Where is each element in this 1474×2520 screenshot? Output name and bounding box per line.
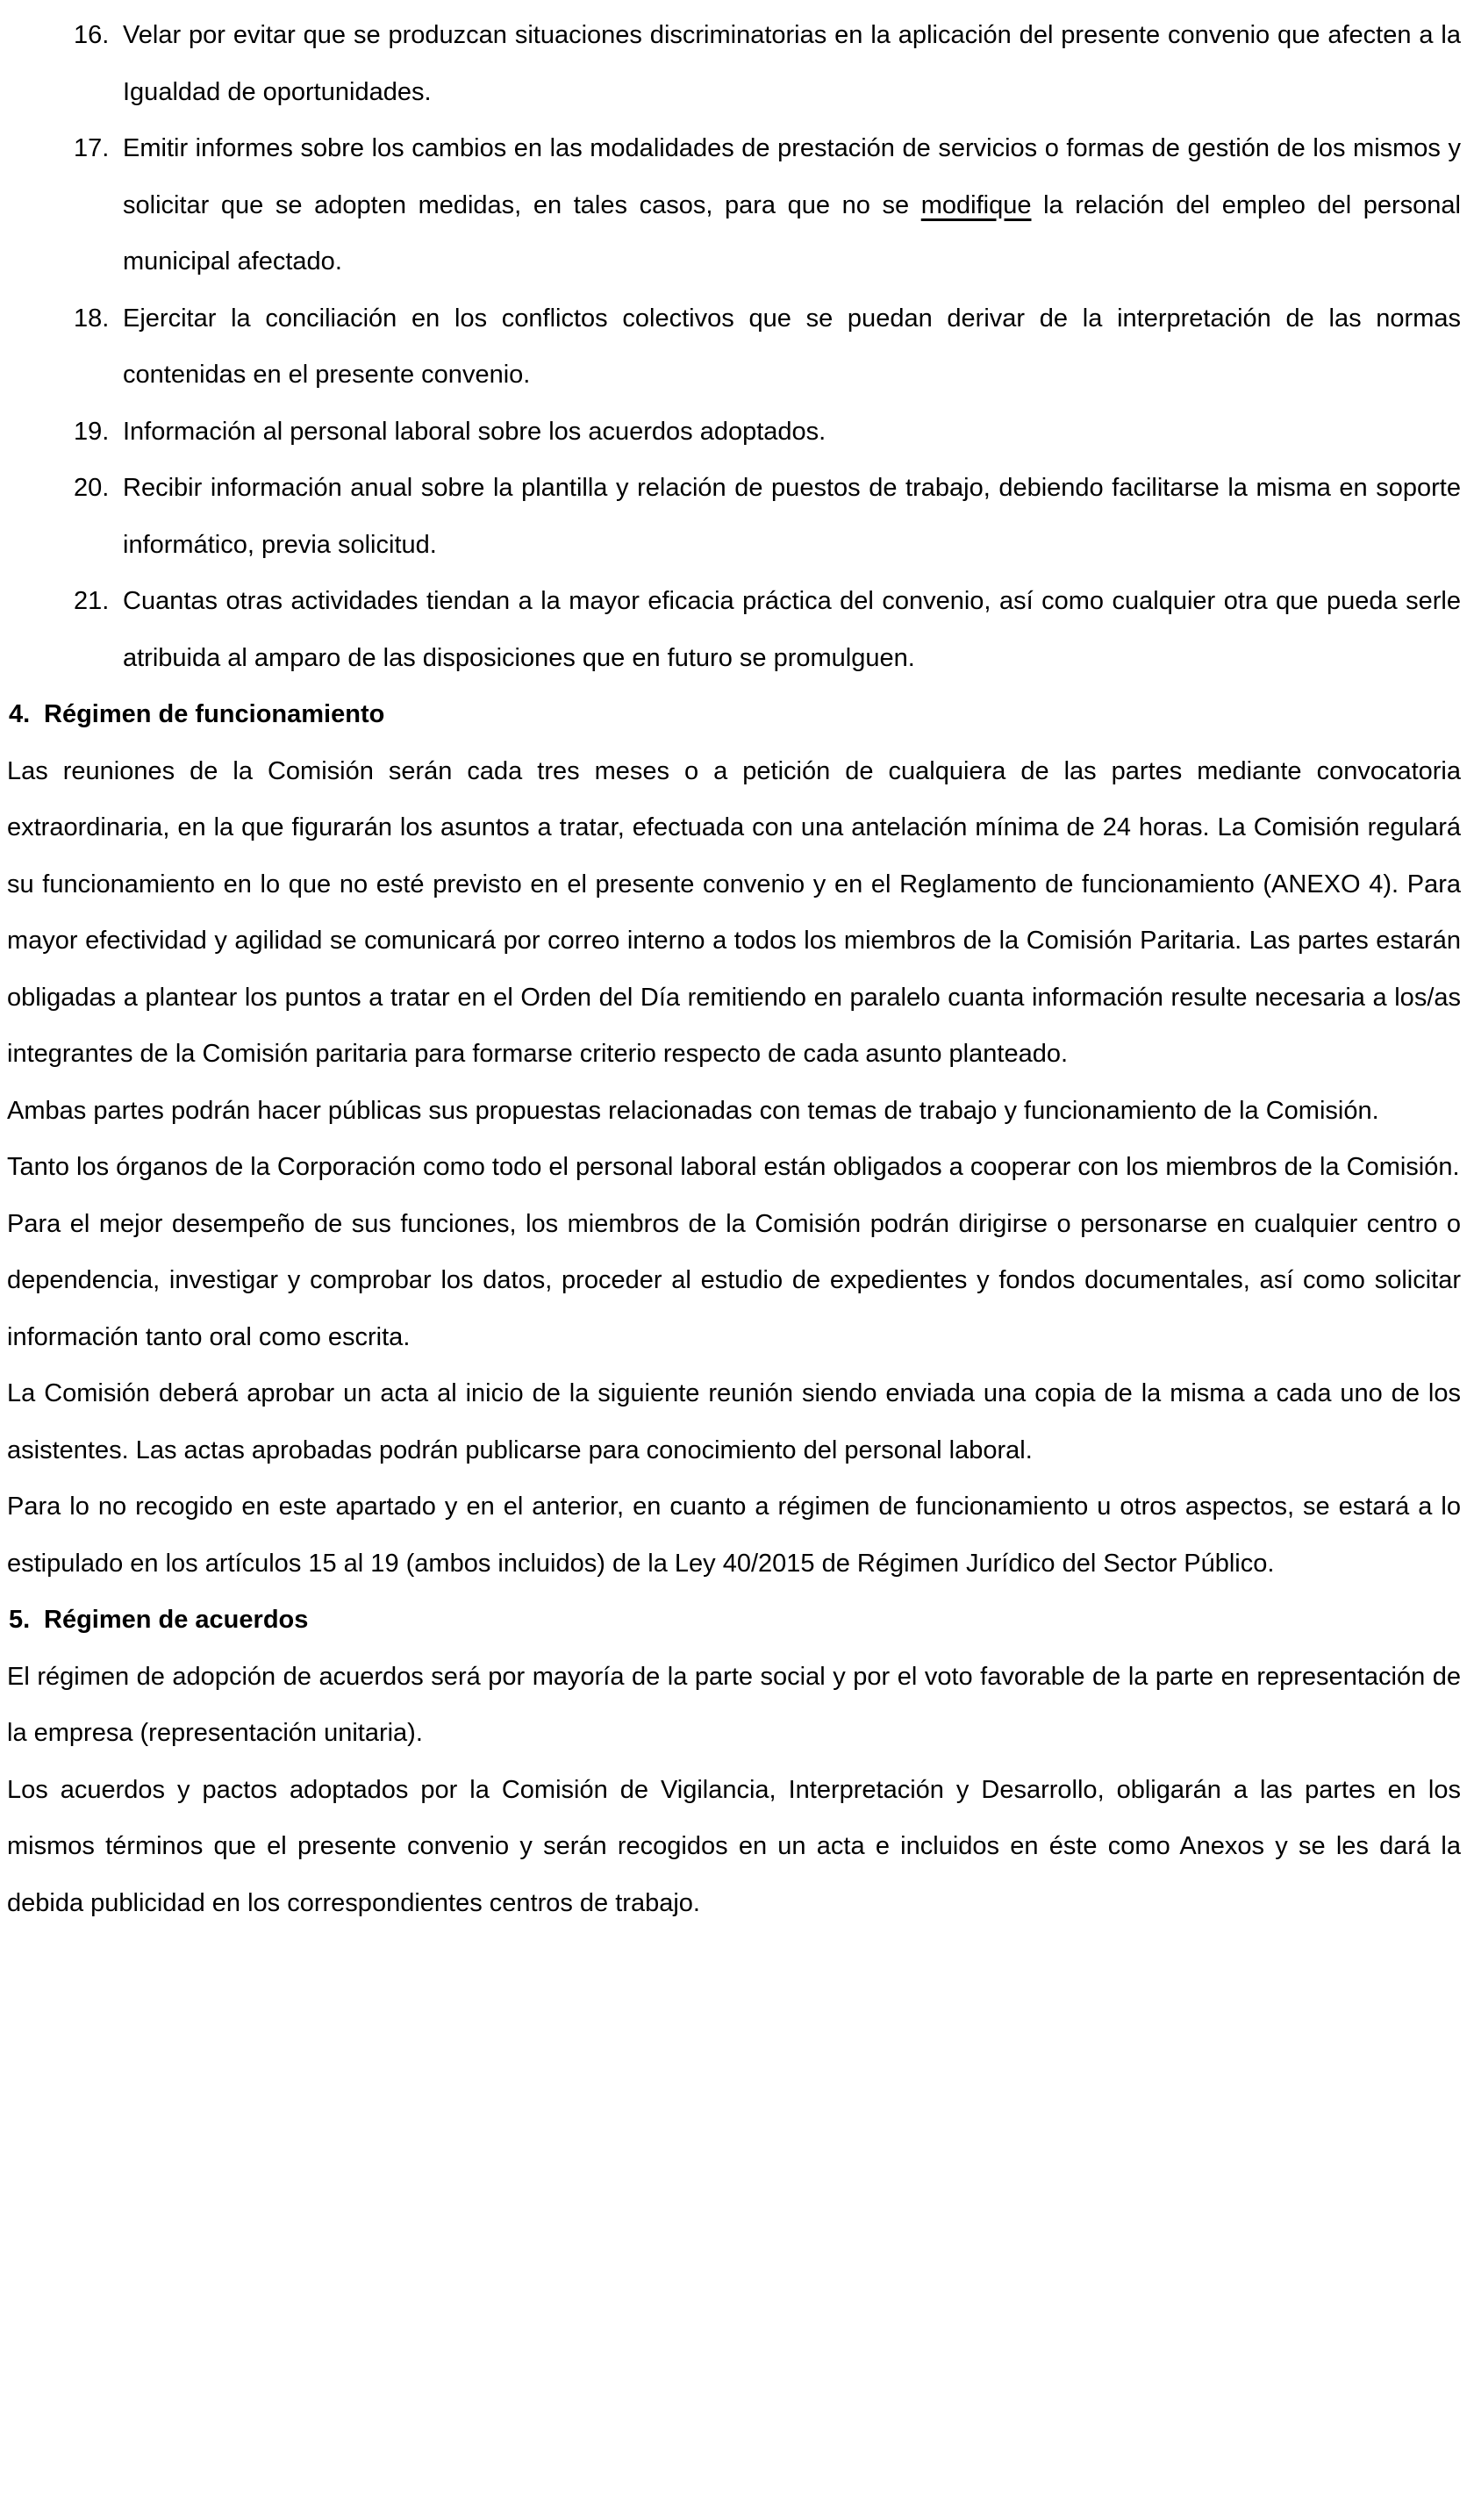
paragraph: Ambas partes podrán hacer públicas sus propuestas relacionadas con temas de trabajo y funcionamiento de la Comisión.	[7, 1096, 1379, 1125]
section-number: 5.	[9, 1606, 31, 1634]
section-number: 4.	[9, 700, 31, 728]
list-item-number: 20.	[74, 474, 110, 502]
list-item-text: Información al personal laboral sobre los acuerdos adoptados.	[123, 417, 826, 446]
list-item-16	[7, 7, 1461, 120]
list-item-19	[7, 404, 1461, 461]
section-title: Régimen de funcionamiento	[44, 700, 385, 728]
list-item-text	[123, 134, 1461, 276]
list-item-18	[7, 290, 1461, 404]
paragraph: Los acuerdos y pactos adoptados por la Comisión de Vigilancia, Interpretación y Desarrollo, obligarán a las partes en los mismos términos que el presente convenio y serán recogidos en un acta e incluidos en éste como Anexos y se les dará la debida publicidad en los correspondientes centros de trabajo.	[7, 1775, 1461, 1917]
section-title: Régimen de acuerdos	[44, 1606, 309, 1634]
list-item-number: 17.	[74, 134, 110, 162]
list-item-number: 18.	[74, 304, 110, 333]
underlined-word: modifique	[920, 190, 1032, 219]
list-item-text: Recibir información anual sobre la plantilla y relación de puestos de trabajo, debiendo facilitarse la misma en soporte informático, previa solicitud.	[123, 474, 1461, 559]
paragraph: El régimen de adopción de acuerdos será por mayoría de la parte social y por el voto favorable de la parte en representación de la empresa (representación unitaria).	[7, 1662, 1461, 1747]
list-item-number: 16.	[74, 21, 110, 49]
list-item-text: Ejercitar la conciliación en los conflictos colectivos que se puedan derivar de la interpretación de las normas contenidas en el presente convenio.	[123, 304, 1461, 389]
list-item-text-after: la relación del empleo del personal municipal afectado.	[123, 190, 1462, 276]
list-item-text: Velar por evitar que se produzcan situaciones discriminatorias en la aplicación del presente convenio que afecten a la Igualdad de oportunidades.	[123, 21, 1461, 106]
list-item-number: 19.	[74, 417, 110, 446]
list-item-20	[7, 460, 1461, 573]
paragraph: Las reuniones de la Comisión serán cada tres meses o a petición de cualquiera de las partes mediante convocatoria extraordinaria, en la que figurarán los asuntos a tratar, efectuada con una antelación mínima de 24 horas. La Comisión regulará su funcionamiento en lo que no esté previsto en el presente convenio y en el Reglamento de funcionamiento (ANEXO 4). Para mayor efectividad y agilidad se comunicará por correo interno a todos los miembros de la Comisión Paritaria. Las partes estarán obligadas a plantear los puntos a tratar en el Orden del Día remitiendo en paralelo cuanta información resulte necesaria a los/as integrantes de la Comisión paritaria para formarse criterio respecto de cada asunto planteado.	[7, 756, 1461, 1068]
list-item-text-before: Emitir informes sobre los cambios en las modalidades de prestación de servicios o formas de gestión de los mismos y solicitar que se adopten medidas, en tales casos, para que no se	[123, 134, 1461, 219]
list-item-21	[7, 573, 1461, 686]
paragraph: Para el mejor desempeño de sus funciones, los miembros de la Comisión podrán dirigirse o personarse en cualquier centro o dependencia, investigar y comprobar los datos, proceder al estudio de expedientes y fondos documentales, así como solicitar información tanto oral como escrita.	[7, 1209, 1461, 1351]
list-item-17	[7, 120, 1461, 290]
paragraph: Tanto los órganos de la Corporación como todo el personal laboral están obligados a cooperar con los miembros de la Comisión.	[7, 1153, 1460, 1181]
list-item-number: 21.	[74, 587, 110, 615]
section-4	[7, 686, 1461, 1592]
section-5	[7, 1592, 1461, 1931]
section-heading-4	[9, 686, 1461, 743]
section-heading-5	[9, 1592, 1461, 1649]
list-item-text: Cuantas otras actividades tiendan a la mayor eficacia práctica del convenio, así como cualquier otra que pueda serle atribuida al amparo de las disposiciones que en futuro se promulguen.	[123, 587, 1461, 672]
paragraph: La Comisión deberá aprobar un acta al inicio de la siguiente reunión siendo enviada una copia de la misma a cada uno de los asistentes. Las actas aprobadas podrán publicarse para conocimiento del personal laboral.	[7, 1379, 1461, 1464]
paragraph: Para lo no recogido en este apartado y en el anterior, en cuanto a régimen de funcionamiento u otros aspectos, se estará a lo estipulado en los artículos 15 al 19 (ambos incluidos) de la Ley 40/2015 de Régimen Jurídico del Sector Público.	[7, 1493, 1461, 1578]
